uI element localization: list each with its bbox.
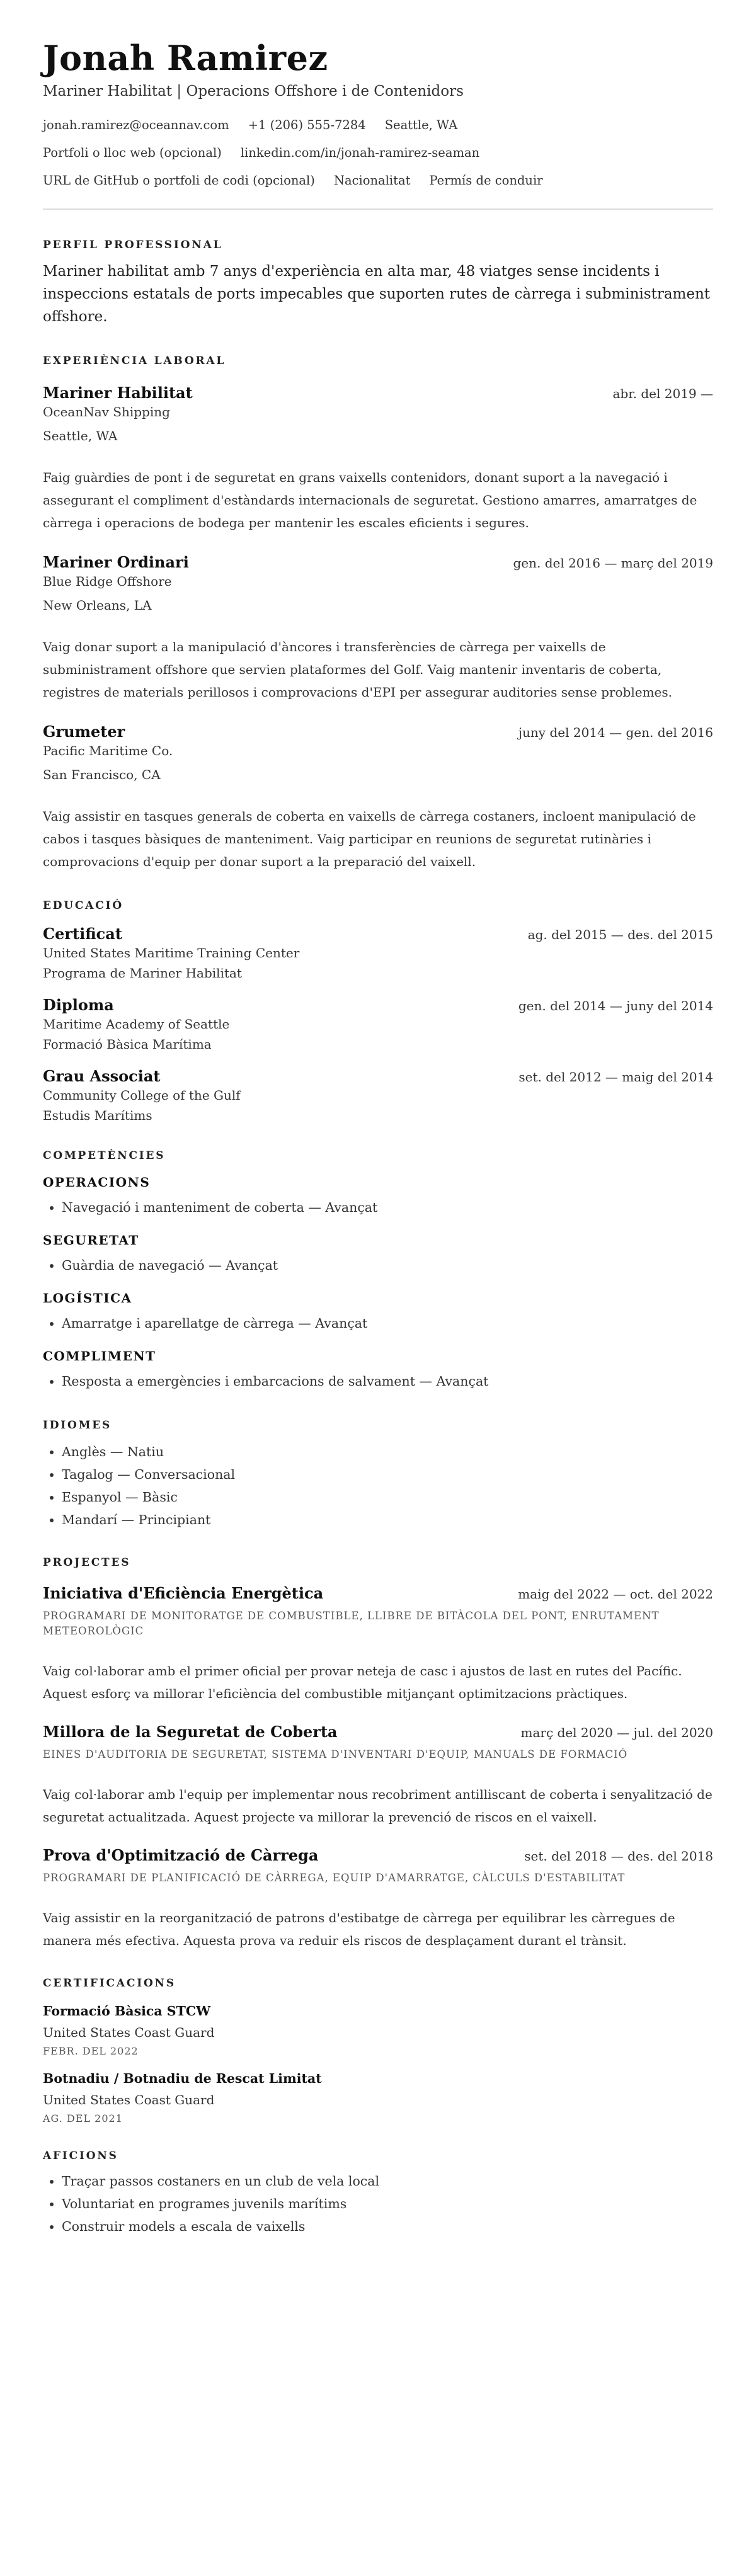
skill-category-title: OPERACIONS — [43, 1175, 151, 1190]
hobby-item: • Construir models a escala de vaixells — [62, 2215, 713, 2238]
certification-issuer: United States Coast Guard — [43, 2025, 215, 2040]
project-tech: PROGRAMARI DE PLANIFICACIÓ DE CÀRREGA, EQUIP D'AMARRATGE, CÀLCULS D'ESTABILITAT — [43, 1872, 626, 1884]
skill-item: • Navegació i manteniment de coberta — Avançat — [62, 1196, 713, 1219]
project-description: Vaig assistir en la reorganització de patrons d'estibatge de càrrega per equilibrar les càrregues de manera més efectiva. Aquesta prova va reduir els riscos de desplaçament durant el trànsit. — [43, 1910, 675, 1948]
candidate-subtitle: Mariner Habilitat | Operacions Offshore i de Contenidors — [43, 83, 464, 100]
certification-entry — [43, 2071, 713, 2124]
skill-category-title: LOGÍSTICA — [43, 1291, 132, 1306]
skill-item: • Guàrdia de navegació — Avançat — [62, 1254, 713, 1277]
skill-category-title: SEGURETAT — [43, 1233, 139, 1248]
phone-number[interactable]: +1 (206) 555-7284 — [248, 118, 366, 132]
skill-list — [43, 1312, 713, 1335]
github-link[interactable]: URL de GitHub o portfoli de codi (opcional) — [43, 173, 315, 188]
study-field: Programa de Mariner Habilitat — [43, 966, 242, 981]
education-entry — [43, 1067, 713, 1123]
job-description: Faig guàrdies de pont i de seguretat en grans vaixells contenidors, donant suport a la navegació i assegurant el compliment d'estàndards internacionals de seguretat. Gestiono amarres, amarratges de càrrega i operacions de bodega per mantenir les escales eficients i segures. — [43, 470, 697, 530]
skill-list — [43, 1254, 713, 1277]
section-title-certifications: CERTIFICACIONS — [43, 1977, 176, 1990]
job-description: Vaig assistir en tasques generals de coberta en vaixells de càrrega costaners, incloent manipulació de cabos i tasques bàsiques de manteniment. Vaig participar en reunions de seguretat rutinàries i comprovacions d'equip per donar suport a la preparació del vaixell. — [43, 809, 696, 869]
school-name: Community College of the Gulf — [43, 1088, 241, 1103]
project-name: Prova d'Optimització de Càrrega — [43, 1846, 319, 1864]
header-divider — [43, 208, 713, 210]
certification-date: AG. DEL 2021 — [43, 2112, 123, 2124]
language-item: • Mandarí — Principiant — [62, 1508, 713, 1531]
project-tech: EINES D'AUDITORIA DE SEGURETAT, SISTEMA D'INVENTARI D'EQUIP, MANUALS DE FORMACIÓ — [43, 1748, 628, 1760]
job-dates: gen. del 2016 — març del 2019 — [513, 556, 713, 571]
portfolio-link[interactable]: Portfoli o lloc web (opcional) — [43, 145, 222, 160]
job-company: Blue Ridge Offshore — [43, 574, 172, 589]
project-description: Vaig col·laborar amb l'equip per implementar nous recobriment antilliscant de coberta i senyalització de seguretat actualitzada. Aquest projecte va millorar la prevenció de riscos en el vaixell. — [43, 1787, 713, 1825]
section-title-projects: PROJECTES — [43, 1556, 131, 1569]
contact-row-1 — [43, 118, 713, 132]
job-title: Mariner Habilitat — [43, 384, 193, 402]
degree-dates: gen. del 2014 — juny del 2014 — [518, 998, 713, 1013]
skill-item: • Amarratge i aparellatge de càrrega — Avançat — [62, 1312, 713, 1335]
linkedin-link[interactable]: linkedin.com/in/jonah-ramirez-seaman — [240, 145, 480, 160]
project-entry — [43, 1723, 713, 1828]
skill-category-title: COMPLIMENT — [43, 1348, 156, 1364]
experience-entry — [43, 553, 713, 704]
hobby-item: • Traçar passos costaners en un club de vela local — [62, 2170, 713, 2192]
experience-entry — [43, 384, 713, 534]
degree-dates: set. del 2012 — maig del 2014 — [518, 1069, 713, 1085]
section-title-experience: EXPERIÈNCIA LABORAL — [43, 355, 226, 367]
job-title: Grumeter — [43, 722, 125, 741]
certification-name: Botnadiu / Botnadiu de Rescat Limitat — [43, 2071, 322, 2086]
hobby-list — [43, 2170, 713, 2238]
email-link[interactable]: jonah.ramirez@oceannav.com — [43, 118, 229, 132]
location: Seattle, WA — [384, 118, 458, 132]
school-name: Maritime Academy of Seattle — [43, 1017, 230, 1032]
skill-list — [43, 1370, 713, 1393]
study-field: Estudis Marítims — [43, 1108, 152, 1123]
skill-list — [43, 1196, 713, 1219]
project-dates: maig del 2022 — oct. del 2022 — [518, 1587, 713, 1602]
project-entry — [43, 1846, 713, 1952]
job-description: Vaig donar suport a la manipulació d'àncores i transferències de càrrega per vaixells de subministrament offshore que servien plataformes del Golf. Vaig mantenir inventaris de coberta, registres de materials perillosos i comprovacions d'EPI per assegurar auditories sense problemes. — [43, 639, 672, 700]
driving-license: Permís de conduir — [429, 173, 543, 188]
section-title-skills: COMPETÈNCIES — [43, 1149, 166, 1162]
section-title-languages: IDIOMES — [43, 1419, 112, 1432]
job-dates: juny del 2014 — gen. del 2016 — [518, 725, 713, 740]
degree-title: Certificat — [43, 925, 122, 943]
project-tech: PROGRAMARI DE MONITORATGE DE COMBUSTIBLE, LLIBRE DE BITÀCOLA DEL PONT, ENRUTAMENT METEOROLÒGIC — [43, 1610, 660, 1637]
degree-title: Grau Associat — [43, 1067, 161, 1085]
job-company: Pacific Maritime Co. — [43, 743, 173, 758]
certification-issuer: United States Coast Guard — [43, 2092, 215, 2107]
certification-date: FEBR. DEL 2022 — [43, 2045, 139, 2057]
nationality: Nacionalitat — [333, 173, 411, 188]
skill-item: • Resposta a emergències i embarcacions de salvament — Avançat — [62, 1370, 713, 1393]
education-entry — [43, 996, 713, 1052]
contact-row-3 — [43, 173, 713, 188]
language-item: • Tagalog — Conversacional — [62, 1463, 713, 1486]
language-item: • Espanyol — Bàsic — [62, 1486, 713, 1508]
job-location: San Francisco, CA — [43, 767, 161, 782]
hobby-item: • Voluntariat en programes juvenils marítims — [62, 2192, 713, 2215]
project-dates: set. del 2018 — des. del 2018 — [524, 1849, 713, 1864]
certification-name: Formació Bàsica STCW — [43, 2003, 211, 2019]
section-title-education: EDUCACIÓ — [43, 899, 123, 912]
certification-entry — [43, 2003, 713, 2057]
study-field: Formació Bàsica Marítima — [43, 1037, 212, 1052]
degree-dates: ag. del 2015 — des. del 2015 — [527, 927, 713, 942]
language-list — [43, 1440, 713, 1531]
contact-row-2 — [43, 145, 713, 160]
job-location: New Orleans, LA — [43, 598, 152, 613]
project-dates: març del 2020 — jul. del 2020 — [520, 1725, 713, 1740]
project-name: Millora de la Seguretat de Coberta — [43, 1723, 338, 1741]
degree-title: Diploma — [43, 996, 114, 1014]
education-entry — [43, 925, 713, 981]
job-location: Seattle, WA — [43, 428, 118, 443]
project-name: Iniciativa d'Eficiència Energètica — [43, 1584, 324, 1602]
school-name: United States Maritime Training Center — [43, 945, 300, 960]
language-item: • Anglès — Natiu — [62, 1440, 713, 1463]
project-description: Vaig col·laborar amb el primer oficial per provar neteja de casc i ajustos de last en rutes del Pacífic. Aquest esforç va millorar l'eficiència del combustible mitjançant optimitzacions pràctiques. — [43, 1663, 682, 1701]
section-title-profile: PERFIL PROFESSIONAL — [43, 239, 223, 251]
experience-entry — [43, 722, 713, 873]
profile-summary: Mariner habilitat amb 7 anys d'experiència en alta mar, 48 viatges sense incidents i inspeccions estatals de ports impecables que suporten rutes de càrrega i subministrament offshore. — [43, 263, 711, 325]
project-entry — [43, 1584, 713, 1705]
job-title: Mariner Ordinari — [43, 553, 189, 571]
job-dates: abr. del 2019 — — [612, 386, 713, 401]
section-title-hobbies: AFICIONS — [43, 2150, 118, 2162]
job-company: OceanNav Shipping — [43, 404, 170, 419]
candidate-name: Jonah Ramirez — [43, 38, 328, 78]
